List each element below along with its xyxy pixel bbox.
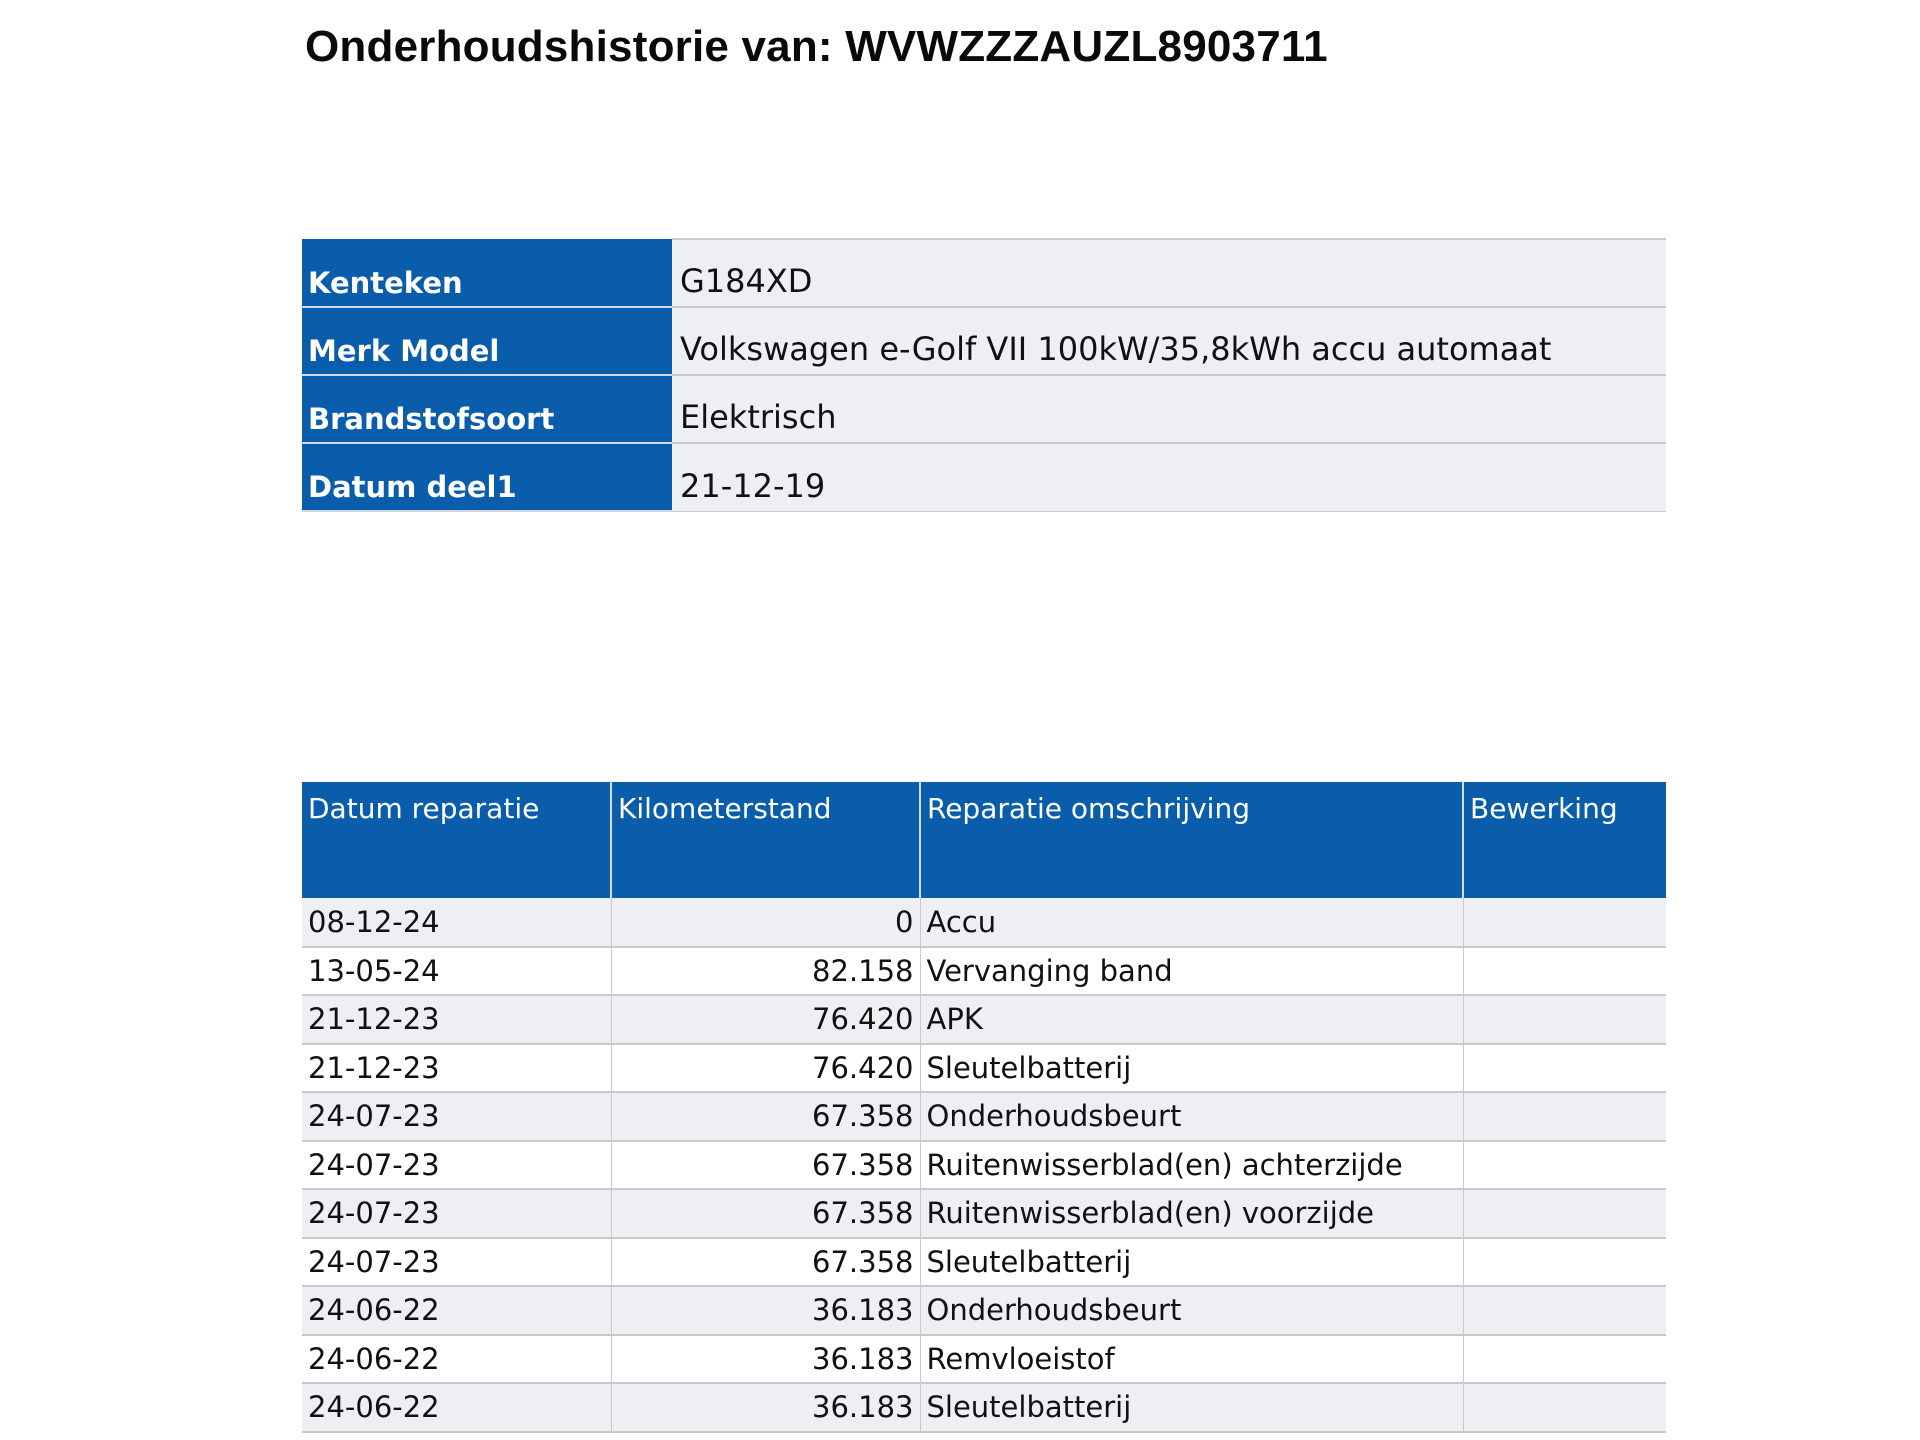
- repair-description-cell: Accu: [920, 898, 1463, 947]
- repair-km-cell: 67.358: [611, 1238, 920, 1287]
- repair-km-cell: 36.183: [611, 1383, 920, 1432]
- table-row: [302, 947, 1666, 996]
- repair-action-cell: [1463, 947, 1666, 996]
- repair-description-cell: Onderhoudsbeurt: [920, 1286, 1463, 1335]
- repair-description-cell: APK: [920, 995, 1463, 1044]
- vehicle-info-table: [302, 238, 1666, 512]
- repair-description-cell: Vervanging band: [920, 947, 1463, 996]
- repair-date-cell: 24-07-23: [302, 1092, 611, 1141]
- repair-action-cell: [1463, 1286, 1666, 1335]
- repair-table-body: [302, 898, 1666, 1432]
- repair-action-cell: [1463, 1383, 1666, 1432]
- table-row: [302, 898, 1666, 947]
- repair-date-cell: 21-12-23: [302, 995, 611, 1044]
- repair-km-cell: 67.358: [611, 1141, 920, 1190]
- datum-deel1-label: Datum deel1: [302, 443, 672, 511]
- table-row: [302, 1286, 1666, 1335]
- table-row: [302, 1383, 1666, 1432]
- repair-description-cell: Ruitenwisserblad(en) achterzijde: [920, 1141, 1463, 1190]
- repair-action-cell: [1463, 1044, 1666, 1093]
- repair-description-cell: Sleutelbatterij: [920, 1383, 1463, 1432]
- repair-km-cell: 67.358: [611, 1092, 920, 1141]
- repair-date-cell: 24-07-23: [302, 1141, 611, 1190]
- repair-action-cell: [1463, 1335, 1666, 1384]
- table-row: [302, 1238, 1666, 1287]
- repair-description-cell: Sleutelbatterij: [920, 1044, 1463, 1093]
- repair-description-cell: Sleutelbatterij: [920, 1238, 1463, 1287]
- table-row: [302, 1092, 1666, 1141]
- repair-description-cell: Remvloeistof: [920, 1335, 1463, 1384]
- repair-km-cell: 36.183: [611, 1286, 920, 1335]
- repair-km-cell: 82.158: [611, 947, 920, 996]
- merk-model-label: Merk Model: [302, 307, 672, 375]
- repair-date-cell: 08-12-24: [302, 898, 611, 947]
- header-bewerking: Bewerking: [1463, 782, 1666, 898]
- repair-action-cell: [1463, 995, 1666, 1044]
- repair-km-cell: 0: [611, 898, 920, 947]
- page-title: Onderhoudshistorie van: WVWZZZAUZL8903711: [305, 22, 1328, 71]
- repair-action-cell: [1463, 898, 1666, 947]
- repair-km-cell: 67.358: [611, 1189, 920, 1238]
- repair-action-cell: [1463, 1238, 1666, 1287]
- repair-action-cell: [1463, 1189, 1666, 1238]
- table-row: [302, 1141, 1666, 1190]
- repair-date-cell: 24-06-22: [302, 1335, 611, 1384]
- repair-action-cell: [1463, 1141, 1666, 1190]
- repair-date-cell: 13-05-24: [302, 947, 611, 996]
- brandstofsoort-value: Elektrisch: [672, 375, 1666, 443]
- repair-description-cell: Ruitenwisserblad(en) voorzijde: [920, 1189, 1463, 1238]
- repair-km-cell: 76.420: [611, 1044, 920, 1093]
- table-row: [302, 1335, 1666, 1384]
- brandstofsoort-label: Brandstofsoort: [302, 375, 672, 443]
- header-reparatie-omschrijving: Reparatie omschrijving: [920, 782, 1463, 898]
- vehicle-info-row: [302, 443, 1666, 511]
- merk-model-value: Volkswagen e-Golf VII 100kW/35,8kWh accu automaat: [672, 307, 1666, 375]
- repair-km-cell: 76.420: [611, 995, 920, 1044]
- kenteken-label: Kenteken: [302, 239, 672, 307]
- table-row: [302, 1189, 1666, 1238]
- header-kilometerstand: Kilometerstand: [611, 782, 920, 898]
- repair-action-cell: [1463, 1092, 1666, 1141]
- repair-header-row: [302, 782, 1666, 898]
- repair-date-cell: 24-07-23: [302, 1189, 611, 1238]
- vehicle-info-row: [302, 375, 1666, 443]
- repair-date-cell: 24-06-22: [302, 1286, 611, 1335]
- table-row: [302, 1044, 1666, 1093]
- repair-history-table: [302, 782, 1666, 1433]
- vehicle-info-row: [302, 307, 1666, 375]
- kenteken-value: G184XD: [672, 239, 1666, 307]
- vehicle-info-row: [302, 239, 1666, 307]
- datum-deel1-value: 21-12-19: [672, 443, 1666, 511]
- repair-description-cell: Onderhoudsbeurt: [920, 1092, 1463, 1141]
- repair-date-cell: 21-12-23: [302, 1044, 611, 1093]
- repair-km-cell: 36.183: [611, 1335, 920, 1384]
- repair-date-cell: 24-07-23: [302, 1238, 611, 1287]
- header-datum-reparatie: Datum reparatie: [302, 782, 611, 898]
- table-row: [302, 995, 1666, 1044]
- repair-date-cell: 24-06-22: [302, 1383, 611, 1432]
